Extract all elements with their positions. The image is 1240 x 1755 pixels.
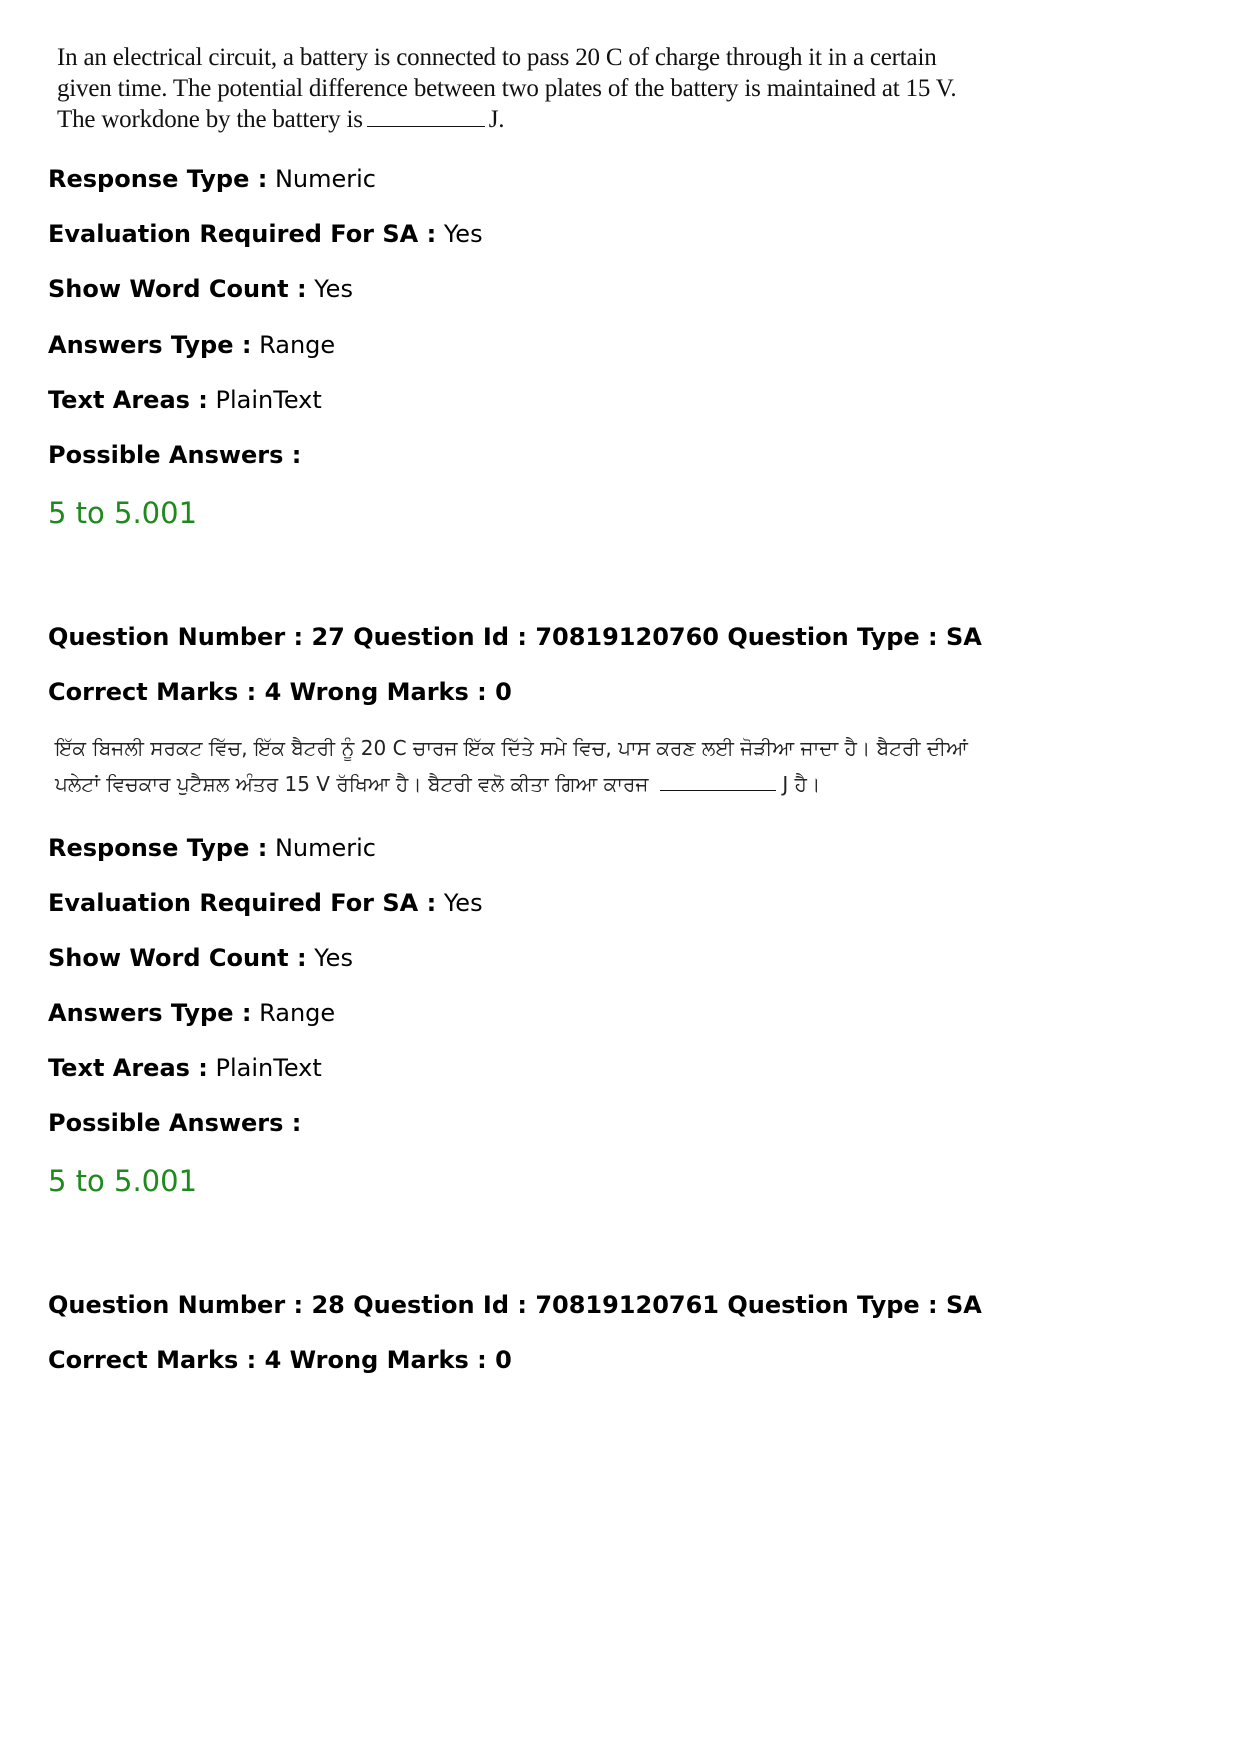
field-value: Yes [443,220,483,248]
field-label: Answers Type : [48,331,252,359]
field-label: Response Type : [48,834,268,862]
q26-text-areas [48,385,322,415]
q26-question-text [57,42,956,135]
q26-question-line-1: In an electrical circuit, a battery is connected to pass 20 C of charge through it in a certain [57,44,937,71]
q28-marks: Correct Marks : 4 Wrong Marks : 0 [48,1346,512,1374]
answer-blank [660,772,776,791]
q27-header: Question Number : 27 Question Id : 70819120760 Question Type : SA [48,623,982,651]
field-label: Show Word Count : [48,275,307,303]
field-value: Yes [314,275,353,303]
field-label: Evaluation Required For SA : [48,220,437,248]
q27-question-text [55,730,968,802]
q26-question-line-2: given time. The potential difference between two plates of the battery is maintained at 15 V. [57,75,957,102]
q27-answer-value: 5 to 5.001 [48,1164,198,1198]
field-label: Show Word Count : [48,944,307,972]
q26-response-type [48,164,376,194]
field-label: Possible Answers : [48,1109,302,1137]
q27-possible-answers [48,1108,301,1138]
field-label: Response Type : [48,165,268,193]
field-value: Numeric [274,165,376,193]
field-label: Answers Type : [48,999,252,1027]
field-label: Text Areas : [48,386,208,414]
field-value: Range [259,999,336,1027]
field-value: Yes [314,944,353,972]
field-value: PlainText [215,1054,322,1082]
q28-header: Question Number : 28 Question Id : 70819120761 Question Type : SA [48,1291,982,1319]
q27-question-line-1: ਇੱਕ ਬਿਜਲੀ ਸਰਕਟ ਵਿੱਚ, ਇੱਕ ਬੈਟਰੀ ਨੂੰ 20 C ਚਾਰਜ ਇੱਕ ਦਿੱਤੇ ਸਮੇ ਵਿਚ, ਪਾਸ ਕਰਣ ਲਈ ਜੋੜੀਆ ਜਾਦਾ ਹੈ। ਬੈਟਰੀ ਦੀਆਂ [55,736,968,760]
q27-question-line-2-suffix: J ਹੈ। [782,772,821,796]
field-label: Evaluation Required For SA : [48,889,437,917]
q26-evaluation-required [48,219,483,249]
field-value: Numeric [274,834,376,862]
q26-possible-answers [48,440,301,470]
q27-marks: Correct Marks : 4 Wrong Marks : 0 [48,678,512,706]
q27-question-line-2 [55,766,968,802]
q27-evaluation-required [48,888,483,918]
q26-question-line-3 [57,104,956,135]
field-label: Text Areas : [48,1054,208,1082]
field-value: Yes [443,889,483,917]
answer-blank [367,106,485,127]
field-value: PlainText [215,386,322,414]
field-label: Possible Answers : [48,441,302,469]
q26-answer-value: 5 to 5.001 [48,496,198,530]
q26-question-line-3-suffix: J. [488,106,505,133]
q27-show-word-count [48,943,353,973]
q26-question-line-3-prefix: The workdone by the battery is [57,106,363,133]
field-value: Range [259,331,336,359]
q27-response-type [48,833,376,863]
q27-answers-type [48,998,335,1028]
q27-question-line-2-prefix: ਪਲੇਟਾਂ ਵਿਚਕਾਰ ਪੁਟੈਸ਼ਲ ਅੰਤਰ 15 V ਰੱਖਿਆ ਹੈ। ਬੈਟਰੀ ਵਲੋ ਕੀਤਾ ਗਿਆ ਕਾਰਜ [55,772,649,796]
q26-answers-type [48,330,335,360]
q26-show-word-count [48,274,353,304]
q27-text-areas [48,1053,322,1083]
